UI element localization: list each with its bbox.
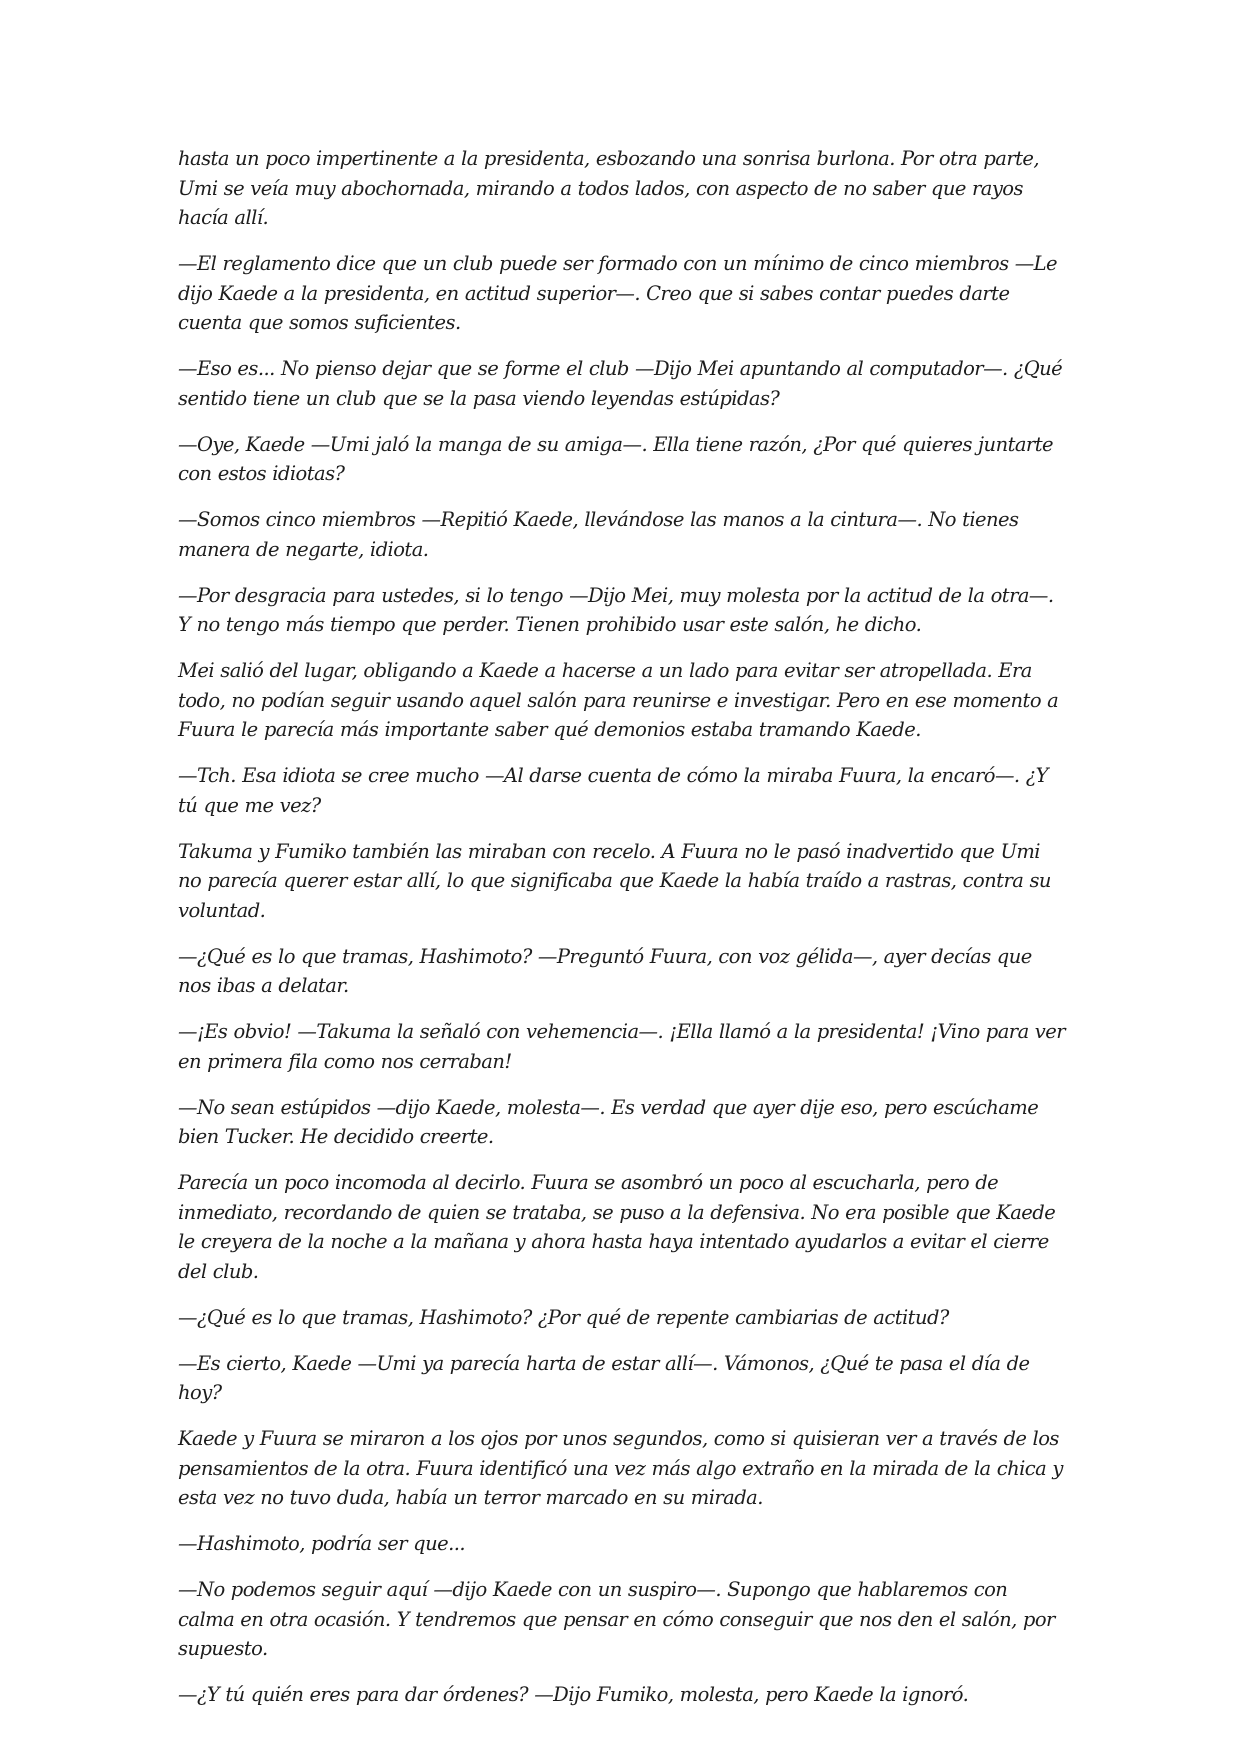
paragraph: —Tch. Esa idiota se cree mucho —Al darse cuenta de cómo la miraba Fuura, la encaró—. ¿Y tú que me vez? [178,764,1048,817]
paragraph: —Por desgracia para ustedes, si lo tengo —Dijo Mei, muy molesta por la actitud de la otra—. Y no tengo más tiempo que perder. Tienen prohibido usar este salón, he dicho. [178,583,1054,636]
paragraph: Takuma y Fumiko también las miraban con recelo. A Fuura no le pasó inadvertido que Umi no parecía querer estar allí, lo que significaba que Kaede la había traído a rastras, contra su voluntad. [178,839,1051,922]
paragraph: Parecía un poco incomoda al decirlo. Fuura se asombró un poco al escucharla, pero de inmediato, recordando de quien se trataba, se puso a la defensiva. No era posible que Kaede le creyera de la noche a la mañana y ahora hasta haya intentado ayudarlos a evitar el cierre del club. [178,1171,1056,1283]
paragraph: —Oye, Kaede —Umi jaló la manga de su amiga—. Ella tiene razón, ¿Por qué quieres juntarte con estos idiotas? [178,432,1053,485]
paragraph: —Es cierto, Kaede —Umi ya parecía harta de estar allí—. Vámonos, ¿Qué te pasa el día de hoy? [178,1351,1030,1404]
paragraph: Kaede y Fuura se miraron a los ojos por unos segundos, como si quisieran ver a través de los pensamientos de la otra. Fuura identificó una vez más algo extraño en la mirada de la chica y esta vez no tuvo duda, había un terror marcado en su mirada. [178,1427,1063,1509]
body-text [178,144,1068,1726]
paragraph: —¿Qué es lo que tramas, Hashimoto? —Preguntó Fuura, con voz gélida—, ayer decías que nos ibas a delatar. [178,944,1032,997]
paragraph: —¡Es obvio! —Takuma la señaló con vehemencia—. ¡Ella llamó a la presidenta! ¡Vino para ver en primera fila como nos cerraban! [178,1020,1066,1073]
paragraph: —No sean estúpidos —dijo Kaede, molesta—. Es verdad que ayer dije eso, pero escúchame bien Tucker. He decidido creerte. [178,1095,1039,1148]
paragraph: —Hashimoto, podría ser que... [178,1532,466,1555]
paragraph: —Somos cinco miembros —Repitió Kaede, llevándose las manos a la cintura—. No tienes manera de negarte, idiota. [178,508,1019,561]
paragraph: —Eso es... No pienso dejar que se forme el club —Dijo Mei apuntando al computador—. ¿Qué sentido tiene un club que se la pasa viendo leyendas estúpidas? [178,357,1063,410]
paragraph: Mei salió del lugar, obligando a Kaede a hacerse a un lado para evitar ser atropellada. Era todo, no podían seguir usando aquel salón para reunirse e investigar. Pero en ese momento a Fuura le parecía más importante saber qué demonios estaba tramando Kaede. [178,659,1059,741]
paragraph: —¿Y tú quién eres para dar órdenes? —Dijo Fumiko, molesta, pero Kaede la ignoró. [178,1683,969,1706]
paragraph: —No podemos seguir aquí —dijo Kaede con un suspiro—. Supongo que hablaremos con calma en otra ocasión. Y tendremos que pensar en cómo conseguir que nos den el salón, por supuesto. [178,1578,1055,1660]
paragraph: hasta un poco impertinente a la presidenta, esbozando una sonrisa burlona. Por otra parte, Umi se veía muy abochornada, mirando a todos lados, con aspecto de no saber que rayos hacía allí. [178,147,1040,229]
paragraph: —¿Qué es lo que tramas, Hashimoto? ¿Por qué de repente cambiarias de actitud? [178,1305,949,1329]
paragraph: —El reglamento dice que un club puede ser formado con un mínimo de cinco miembros —Le dijo Kaede a la presidenta, en actitud superior—. Creo que si sabes contar puedes darte cuenta que somos suficientes. [178,252,1058,334]
